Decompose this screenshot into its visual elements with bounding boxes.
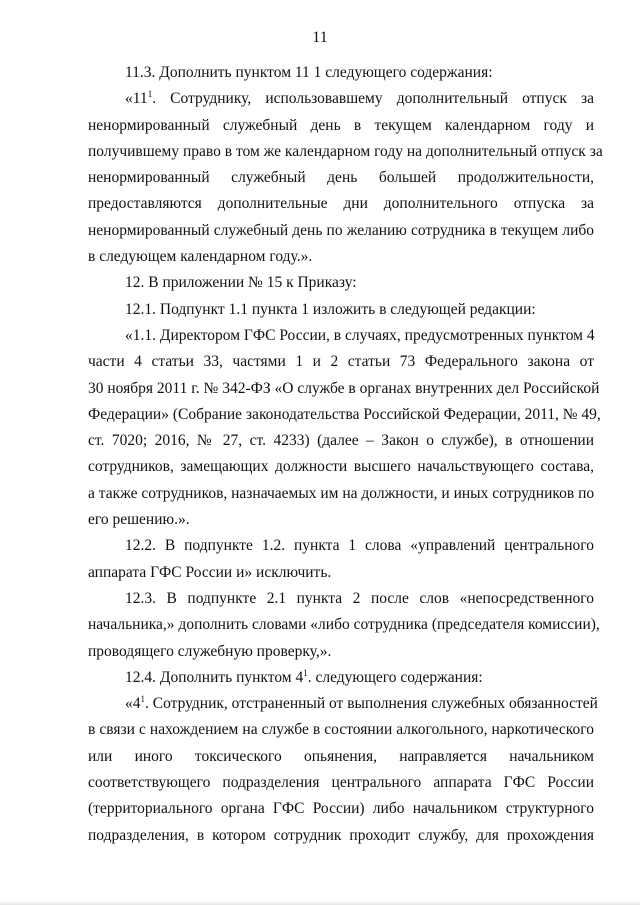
paragraph-line: в связи с нахождением на службе в состоянии алкогольного, наркотического	[88, 721, 594, 739]
paragraph-line: ст. 7020; 2016, № 27, ст. 4233) (далее – Закон о службе), в отношении	[88, 432, 594, 450]
paragraph-line: ненормированный служебный день в текущем календарном году и	[88, 116, 594, 134]
paragraph-line: сотрудников, замещающих должности высшего начальствующего состава,	[88, 458, 594, 476]
paragraph-line: 12.2. В подпункте 1.2. пункта 1 слова «управлений центрального	[125, 537, 594, 555]
paragraph-line: 12. В приложении № 15 к Приказу:	[125, 274, 357, 292]
paragraph-line: части 4 статьи 33, частями 1 и 2 статьи 73 Федерального закона от	[88, 353, 594, 371]
paragraph-line: «$4^1$. Сотрудник, отстраненный от выполнения служебных обязанностей	[125, 694, 598, 713]
paragraph-line: проводящего служебную проверку,».	[88, 642, 332, 660]
paragraph-line: (территориального органа ГФС России) либо начальником структурного	[88, 800, 594, 818]
paragraph-line: ненормированный служебный день по желанию сотрудника в текущем либо	[88, 221, 594, 239]
paragraph-line: аппарата ГФС России и» исключить.	[88, 563, 332, 581]
paragraph-line: начальника,» дополнить словами «либо сотрудника (председателя комиссии),	[88, 616, 600, 634]
paragraph-line: в следующем календарном году.».	[88, 248, 313, 266]
paragraph-line: подразделения, в котором сотрудник проходит службу, для прохождения	[88, 826, 594, 844]
paragraph-line: 30 ноября 2011 г. № 342-ФЗ «О службе в органах внутренних дел Российской	[88, 379, 600, 397]
paragraph-line: Федерации» (Собрание законодательства Российской Федерации, 2011, № 49,	[88, 405, 601, 423]
document-body	[88, 60, 603, 849]
paragraph-line: «$11^1$. Сотруднику, использовавшему дополнительный отпуск за	[125, 89, 594, 108]
paragraph-line: или иного токсического опьянения, направляется начальником	[88, 747, 594, 765]
paragraph-line: 12.1. Подпункт 1.1 пункта 1 изложить в следующей редакции:	[125, 300, 536, 318]
paragraph-line: ненормированный служебный день большей продолжительности,	[88, 169, 594, 187]
paragraph-line: 11.3. Дополнить пунктом 11 1 следующего содержания:	[125, 64, 493, 81]
paragraph-line: а также сотрудников, назначаемых им на должности, и иных сотрудников по	[88, 484, 595, 502]
paragraph-line: «1.1. Директором ГФС России, в случаях, предусмотренных пунктом 4	[125, 326, 595, 344]
page-number: 11	[312, 29, 328, 46]
paragraph-line: предоставляются дополнительные дни дополнительного отпуска за	[88, 195, 594, 213]
paragraph-line: 12.4. Дополнить пунктом $4^1$. следующего содержания:	[125, 667, 483, 686]
paragraph-line: 12.3. В подпункте 2.1 пункта 2 после слов «непосредственного	[125, 589, 594, 607]
paragraph-line: соответствующего подразделения центрального аппарата ГФС России	[88, 774, 594, 792]
paragraph-line: получившему право в том же календарном году на дополнительный отпуск за	[88, 142, 603, 160]
paragraph-line: его решению.».	[88, 511, 190, 529]
page-bottom-edge	[0, 901, 640, 905]
